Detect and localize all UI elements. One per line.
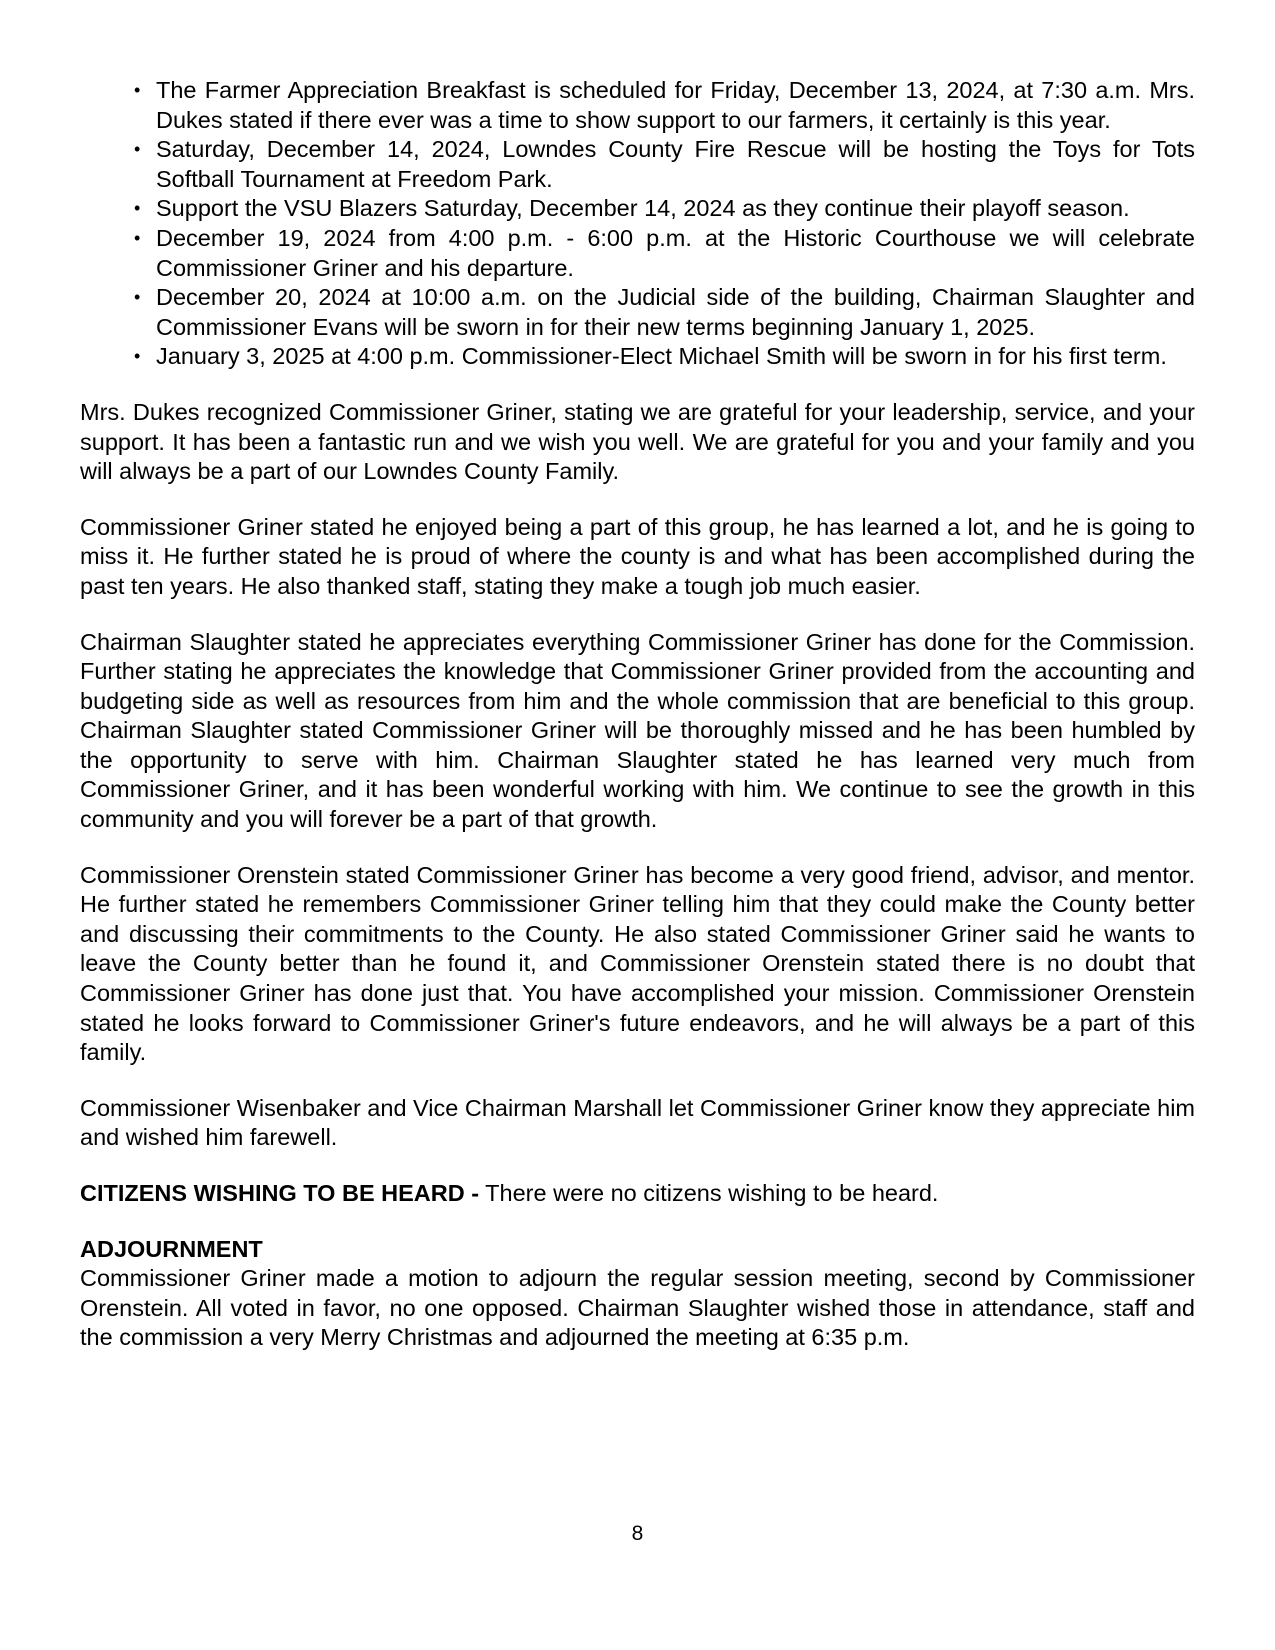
- announcement-text: Support the VSU Blazers Saturday, December 14, 2024 as they continue their playoff season.: [156, 195, 1130, 222]
- bullet-icon: •: [134, 80, 141, 100]
- page-number: 8: [631, 1522, 644, 1545]
- announcement-text: December 19, 2024 from 4:00 p.m. - 6:00 p.m. at the Historic Courthouse we will celebrate Commissioner Griner and his departure.: [156, 224, 1195, 281]
- bullet-icon: •: [134, 346, 141, 367]
- announcement-item: [134, 283, 1195, 342]
- paragraph-dukes-recognition: Mrs. Dukes recognized Commissioner Griner, stating we are grateful for your leadership, service, and your support. It has been a fantastic run and we wish you well. We are grateful for you and your family and you will always be a part of our Lowndes County Family.: [80, 398, 1195, 485]
- bullet-icon: •: [134, 227, 141, 248]
- adjournment-heading: ADJOURNMENT: [80, 1235, 263, 1262]
- document-page: [80, 76, 1195, 1353]
- announcement-text: The Farmer Appreciation Breakfast is scheduled for Friday, December 13, 2024, at 7:30 a.m. Mrs. Dukes stated if there ever was a time to show support to our farmers, it certainly is this year.: [156, 77, 1195, 133]
- announcement-text: Saturday, December 14, 2024, Lowndes County Fire Rescue will be hosting the Toys for Tots Softball Tournament at Freedom Park.: [156, 136, 1195, 192]
- citizens-heading: CITIZENS WISHING TO BE HEARD -: [80, 1180, 480, 1206]
- paragraph-slaughter-remarks: Chairman Slaughter stated he appreciates everything Commissioner Griner has done for the Commission. Further stating he appreciates the knowledge that Commissioner Griner provided from the accounting and budgeting side as well as resources from him and the whole commission that are beneficial to this group. Chairman Slaughter stated Commissioner Griner will be thoroughly missed and he has been humbled by the opportunity to serve with him. Chairman Slaughter stated he has learned very much from Commissioner Griner, and it has been wonderful working with him. We continue to see the growth in this community and you will forever be a part of that growth.: [80, 628, 1195, 833]
- paragraph-griner-remarks: Commissioner Griner stated he enjoyed being a part of this group, he has learned a lot, and he is going to miss it. He further stated he is proud of where the county is and what has been accomplished during the past ten years. He also thanked staff, stating they make a tough job much easier.: [80, 513, 1195, 599]
- announcement-text: December 20, 2024 at 10:00 a.m. on the Judicial side of the building, Chairman Slaughter and Commissioner Evans will be sworn in for their new terms beginning January 1, 2025.: [156, 284, 1195, 340]
- bullet-icon: •: [134, 287, 141, 308]
- paragraph-wisenbaker-marshall-remarks: Commissioner Wisenbaker and Vice Chairman Marshall let Commissioner Griner know they appreciate him and wished him farewell.: [80, 1094, 1195, 1151]
- announcement-item: [134, 342, 1195, 372]
- announcement-text: January 3, 2025 at 4:00 p.m. Commissioner-Elect Michael Smith will be sworn in for his first term.: [156, 343, 1167, 370]
- announcement-item: [134, 135, 1195, 194]
- paragraph-orenstein-remarks: Commissioner Orenstein stated Commissioner Griner has become a very good friend, advisor, and mentor. He further stated he remembers Commissioner Griner telling him that they could make the County better and discussing their commitments to the County. He also stated Commissioner Griner said he wants to leave the County better than he found it, and Commissioner Orenstein stated there is no doubt that Commissioner Griner has done just that. You have accomplished your mission. Commissioner Orenstein stated he looks forward to Commissioner Griner's future endeavors, and he will always be a part of this family.: [80, 861, 1195, 1066]
- citizens-text: There were no citizens wishing to be heard.: [479, 1180, 939, 1206]
- announcement-item: [134, 224, 1195, 283]
- announcement-list: [80, 76, 1195, 372]
- bullet-icon: •: [134, 198, 141, 219]
- announcement-item: [134, 194, 1195, 224]
- bullet-icon: •: [134, 139, 141, 160]
- citizens-section: [80, 1179, 1195, 1209]
- announcement-item: [134, 76, 1195, 135]
- adjournment-text: Commissioner Griner made a motion to adjourn the regular session meeting, second by Commissioner Orenstein. All voted in favor, no one opposed. Chairman Slaughter wished those in attendance, staff and the commission a very Merry Christmas and adjourned the meeting at 6:35 p.m.: [80, 1265, 1195, 1351]
